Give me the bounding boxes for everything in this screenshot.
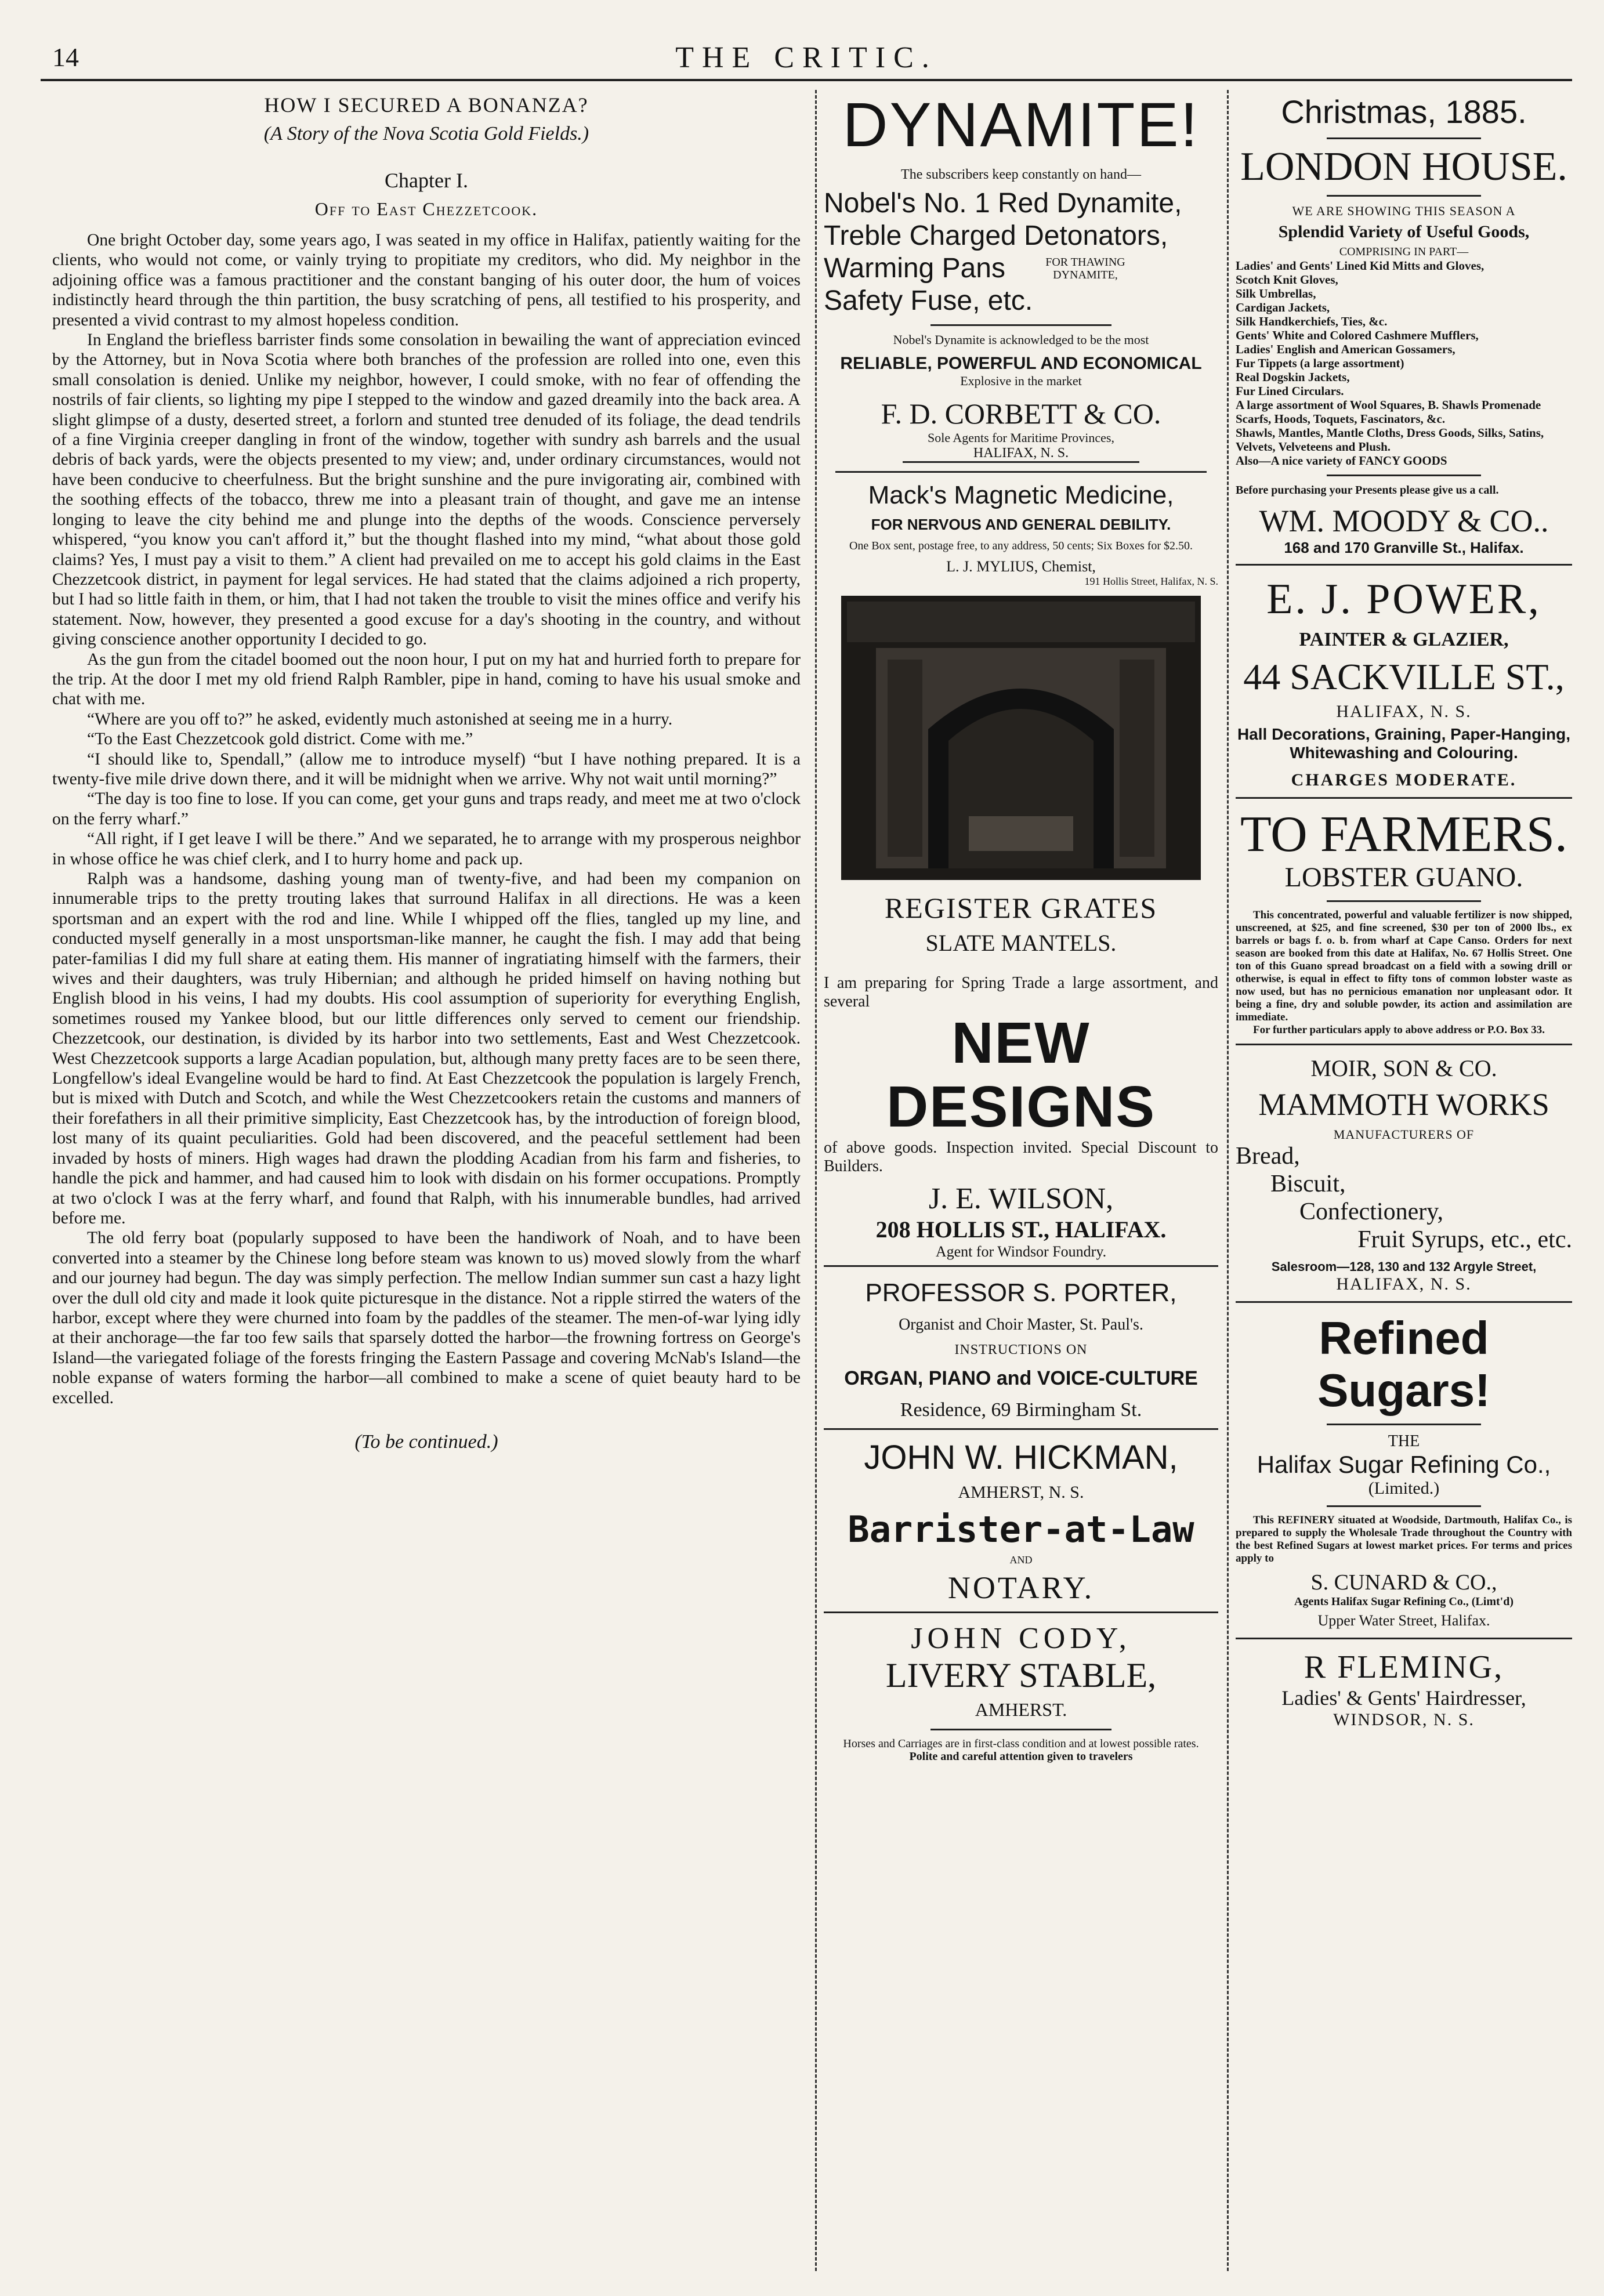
moir-firm: MOIR, SON & CO. — [1310, 1055, 1497, 1081]
moir-product: Confectionery, — [1299, 1198, 1444, 1225]
column-divider — [1227, 90, 1229, 2271]
wilson-text-2: of above goods. Inspection invited. Special Discount to Builders. — [824, 1139, 1218, 1175]
divider — [1327, 195, 1482, 197]
london-before: Before purchasing your Presents please give us a call. — [1236, 484, 1499, 497]
mack-sub: FOR NERVOUS AND GENERAL DEBILITY. — [871, 516, 1171, 533]
story-paragraph: “I should like to, Spendall,” (allow me to introduce myself) “but I have nothing prepared. It is a twenty-five mile drive down there, and it will be midnight when we arrive. Why not wait until morning?” — [52, 749, 801, 788]
cody-title: LIVERY STABLE, — [885, 1656, 1157, 1694]
list-item: Ladies' English and American Gossamers, — [1236, 342, 1455, 356]
farmers-headline: TO FARMERS. — [1240, 806, 1567, 863]
cody-name: JOHN CODY, — [911, 1622, 1131, 1655]
newspaper-page — [41, 35, 1572, 2274]
cody-place: AMHERST. — [975, 1699, 1067, 1720]
wilson-address: 208 HOLLIS ST., HALIFAX. — [875, 1216, 1167, 1243]
porter-ad — [824, 1279, 1218, 1430]
moir-works: MAMMOTH WORKS — [1258, 1087, 1549, 1122]
sugar-limited: (Limited.) — [1368, 1479, 1440, 1498]
story-column — [52, 93, 801, 1453]
page-number: 14 — [52, 42, 79, 72]
dynamite-intro: The subscribers keep constantly on hand— — [901, 167, 1141, 182]
london-name: LONDON HOUSE. — [1240, 144, 1567, 189]
column-divider — [815, 90, 817, 2271]
divider — [1327, 900, 1482, 902]
porter-subjects: ORGAN, PIANO and VOICE-CULTURE — [844, 1367, 1198, 1389]
sugar-the: THE — [1388, 1432, 1420, 1450]
moir-product: Fruit Syrups, etc., etc. — [1357, 1226, 1572, 1253]
sugar-text: This REFINERY situated at Woodside, Dartmouth, Halifax Co., is prepared to supply the Wholesale Trade throughout the Country with the best Refined Sugars at lowest market prices. For terms and prices apply to — [1236, 1514, 1572, 1565]
mack-address: 191 Hollis Street, Halifax, N. S. — [1084, 575, 1218, 587]
divider — [1327, 137, 1482, 139]
ad-divider — [835, 471, 1206, 473]
dynamite-slogan: RELIABLE, POWERFUL AND ECONOMICAL — [840, 354, 1202, 373]
story-subtitle: (A Story of the Nova Scotia Gold Fields.) — [263, 123, 589, 144]
chapter-title: Off to East Chezzetcook. — [314, 198, 538, 219]
list-item: Fur Lined Circulars. — [1236, 384, 1344, 398]
dynamite-product-note: FOR THAWING DYNAMITE, — [1045, 256, 1125, 281]
fleming-ad — [1236, 1649, 1572, 1730]
moir-product: Biscuit, — [1270, 1171, 1346, 1197]
story-paragraph: The old ferry boat (popularly supposed to have been the handiwork of Noah, and to have been converted into a steamer by the Chinese long before steam was known to us) moved slowly from the wharf and our journey had begun. The day was simply perfection. The mellow Indian summer sun cast a hazy light over the dull old city and made it look quite picturesque in the distance. Not a ripple stirred the waters of the harbor, except where they were churned into foam by the paddles of the steamer. The men-of-war lying idly at their anchorage—the far too few sails that sparsely dotted the harbor—the frowning fortress on George's Island—the variegated foliage of the forests fringing the Eastern Passage and covering McNab's Island—the noble expanse of waters forming the harbor—all combined to make a scene of quiet beauty hard to be excelled. — [52, 1229, 801, 1407]
cody-note-1: Horses and Carriages are in first-class condition and at lowest possible rates. — [843, 1737, 1199, 1750]
hickman-name: JOHN W. HICKMAN, — [864, 1439, 1178, 1476]
list-item: Cardigan Jackets, — [1236, 300, 1330, 314]
mack-headline: Mack's Magnetic Medicine, — [868, 481, 1174, 509]
dynamite-firm: F. D. CORBETT & CO. — [881, 397, 1161, 430]
mack-offer: One Box sent, postage free, to any address, 50 cents; Six Boxes for $2.50. — [849, 539, 1193, 552]
sugar-company: Halifax Sugar Refining Co., — [1257, 1451, 1551, 1478]
divider — [1327, 1505, 1482, 1507]
dynamite-product: Treble Charged Detonators, — [824, 220, 1168, 251]
porter-name: PROFESSOR S. PORTER, — [865, 1279, 1177, 1307]
story-paragraph: In England the briefless barrister finds some consolation in bewailing the want of appreciation evinced by the Attorney, but in Nova Scotia where both branches of the profession are rolled into one, even this small consolation is denied. Unlike my neighbor, however, I could smoke, with no fear of offending the nostrils of fair clients, so lighting my pipe I stepped to the window and gazed dreamily into the back area. A slight glimpse of a dusty, deserted street, a forlorn and stunted tree denuded of its foliage, the dead tendrils of a fine Virginia creeper dangling in front of the window, together with sundry ash barrels and the usual debris of back yards, were the objects presented to my view; and, under ordinary circumstances, would not have been conducive to cheerfulness. But the bright sunshine and the pure invigorating air, combined with the soothing effects of the tobacco, threw me into a pleasant train of thought, and gave me an intense longing to leave the city behind me and plunge into the depths of the woods. Conscience perversely whispered, “you know you can't afford it,” but the thought flashed into my mind, “what about those gold claims? Yes, I must pay a visit to them.” A client had prevailed on me to accept his gold claims in the East Chezzetcook district, in payment for legal services. He had stated that the claims adjoined a rich property, but I had so little faith in them, or him, that I had not taken the trouble to visit the mines office and verify his statement. Now, however, they presented a good excuse for a day's shooting in the country, and without giving conscience another opportunity I decided to go. — [52, 331, 801, 649]
mack-medicine-ad — [824, 481, 1218, 588]
farmers-text: This concentrated, powerful and valuable fertilizer is now shipped, unscreened, at $25, and fine screened, $30 per ton of 2000 lbs., ex barrels or bags f. o. b. from wharf at Cape Canso. Orders for next season are booked from this date at Halifax, No. 67 Hollis Street. One ton of this Guano spread broadcast on a field with a sowing drill or otherwise, is equal in effect to fifty tons of common lobster waste as now used, but has no pernicious emanation nor unpleasant odor. It being a fine, dry and soluble powder, its action and assimilation are immediate. — [1236, 909, 1572, 1023]
london-house-ad — [1236, 93, 1572, 566]
porter-title: Organist and Choir Master, St. Paul's. — [899, 1316, 1143, 1334]
list-item: Silk Umbrellas, — [1236, 287, 1316, 300]
story-paragraph: “To the East Chezzetcook gold district. Come with me.” — [87, 730, 473, 749]
chapter-heading: Chapter I. — [385, 169, 468, 192]
moir-city: HALIFAX, N. S. — [1236, 1274, 1572, 1303]
masthead-title: THE CRITIC. — [675, 41, 937, 74]
power-name: E. J. POWER, — [1266, 575, 1541, 623]
wilson-new-designs: NEW DESIGNS — [886, 1011, 1156, 1139]
story-paragraph: “All right, if I get leave I will be there.” And we separated, he to arrange with my prosperous neighbor in whose office he was chief clerk, and I to hurry home and pack up. — [52, 830, 801, 868]
farmers-sub: LOBSTER GUANO. — [1284, 862, 1523, 893]
hickman-ad — [824, 1438, 1218, 1613]
wilson-grates-ad — [824, 588, 1218, 1267]
list-item: Silk Handkerchiefs, Ties, &c. — [1236, 314, 1388, 328]
power-services: Hall Decorations, Graining, Paper-Hanging, Whitewashing and Colouring. — [1237, 725, 1571, 762]
dynamite-product: Warming Pans — [824, 253, 1005, 284]
header-rule — [41, 79, 1572, 81]
moody-firm: WM. MOODY & CO.. — [1259, 504, 1549, 538]
story-paragraph: “The day is too fine to lose. If you can come, get your guns and traps ready, and meet me at two o'clock on the ferry wharf.” — [52, 790, 801, 828]
sugar-ad — [1236, 1312, 1572, 1639]
power-ad — [1236, 575, 1572, 799]
list-item: Ladies' and Gents' Lined Kid Mitts and Gloves, — [1236, 259, 1484, 273]
wilson-mantels: SLATE MANTELS. — [925, 930, 1117, 956]
wilson-grates: REGISTER GRATES — [884, 892, 1158, 924]
list-item: Shawls, Mantles, Mantle Cloths, Dress Goods, Silks, Satins, Velvets, Velveteens and Plush. — [1236, 426, 1544, 454]
story-title: HOW I SECURED A BONANZA? — [264, 93, 589, 117]
dynamite-ad — [824, 89, 1218, 463]
london-date: Christmas, 1885. — [1281, 93, 1527, 130]
porter-residence: Residence, 69 Birmingham St. — [824, 1399, 1218, 1430]
london-splendid: Splendid Variety of Useful Goods, — [1278, 222, 1530, 241]
story-paragraph: Ralph was a handsome, dashing young man of twenty-five, and had been my companion on innumerable trips to the pretty trouting lakes that surround Halifax in all directions. He was a keen sportsman and an expert with the rod and line. While I whipped off the flies, tangled up my line, and conducted myself generally in a most unsportsman-like manner, he caught the fish. I may add that being pater-familias I did my full share at eating them. His manner of ingratiating himself with the farmers, their wives and their daughters, was truly Hibernian; and although he prided himself on having nothing but English blood in his veins, I had my doubts. His cool assumption of superiority for everything English, sometimes roused my Yankee blood, but our little differences only served to cement our friendship. Chezzetcook, our destination, is divided by its harbor into two settlements, East and West Chezzetcook. West Chezzetcook supports a large Acadian population, but, although many pretty faces are to be seen there, Longfellow's ideal Evangeline would be hard to find. At East Chezzetcook the population is largely French, but is mixed with Dutch and Scotch, and while the West Chezzetcookers retain the customs and manners of their forefathers in all their primitive simplicity, East Chezzetcook has, by the introduction of foreign blood, lost many of its quaint peculiarities. Gold had been discovered, and the peaceful settlement had been invaded by hosts of miners. High wages had drawn the plodding Acadian from his farm and fisheries, to handle the pick and hammer, and had caused him to look with disdain on his former occupations. Promptly at two o'clock I was at the ferry wharf, and found that Ralph, with his innumerable bundles, had arrived before me. — [52, 870, 801, 1227]
moir-mfr: MANUFACTURERS OF — [1333, 1127, 1475, 1142]
list-item: Scotch Knit Gloves, — [1236, 273, 1338, 287]
dynamite-note: Nobel's Dynamite is acknowledged to be the most — [893, 332, 1149, 347]
ads-column-middle — [824, 89, 1218, 1763]
sugar-street: Upper Water Street, Halifax. — [1236, 1612, 1572, 1639]
hickman-and: AND — [1009, 1554, 1033, 1566]
fleming-place: WINDSOR, N. S. — [1333, 1710, 1475, 1729]
cody-note-2: Polite and careful attention given to travelers — [909, 1750, 1133, 1763]
story-paragraph: One bright October day, some years ago, I was seated in my office in Halifax, patiently waiting for the clients, who would not come, or vainly trying to propitiate my creditors, who did. My neighbor in the adjoining office was a famous practitioner and the constant banging of his outer door, the hum of voices indistinctly heard through the thin partition, the busy scratching of pens, all testified to his prosperity, and presented a vivid contrast to my almost hopeless condition. — [52, 231, 801, 329]
hickman-place: AMHERST, N. S. — [958, 1483, 1084, 1502]
power-street: 44 SACKVILLE ST., — [1243, 656, 1565, 697]
power-city: HALIFAX, N. S. — [1336, 702, 1472, 721]
story-paragraph: “Where are you off to?” he asked, evidently much astonished at seeing me in a hurry. — [87, 709, 673, 729]
divider — [1327, 475, 1482, 476]
porter-instructions: INSTRUCTIONS ON — [954, 1342, 1088, 1357]
sugar-agent: S. CUNARD & CO., — [1310, 1570, 1497, 1595]
dynamite-headline: DYNAMITE! — [842, 89, 1200, 160]
moir-ad — [1236, 1055, 1572, 1303]
moir-sales: Salesroom—128, 130 and 132 Argyle Street, — [1271, 1259, 1537, 1274]
fleming-name: R FLEMING, — [1304, 1649, 1504, 1685]
mack-chemist: L. J. MYLIUS, Chemist, — [946, 558, 1096, 575]
moody-address: 168 and 170 Granville St., Halifax. — [1236, 539, 1572, 566]
power-charges: CHARGES MODERATE. — [1236, 770, 1572, 799]
dynamite-slogan-sub: Explosive in the market — [960, 374, 1082, 388]
cody-ad — [824, 1621, 1218, 1763]
sugar-headline: Refined Sugars! — [1317, 1312, 1490, 1416]
hickman-title: Barrister-at-Law — [848, 1508, 1194, 1551]
dynamite-agents: Sole Agents for Maritime Provinces, — [927, 430, 1114, 445]
wilson-agent: Agent for Windsor Foundry. — [824, 1243, 1218, 1267]
dynamite-product: Nobel's No. 1 Red Dynamite, — [824, 188, 1182, 219]
page-header — [41, 35, 1572, 75]
divider — [930, 1729, 1112, 1730]
farmers-ad — [1236, 808, 1572, 1045]
list-item: Gents' White and Colored Cashmere Mufflers, — [1236, 328, 1479, 342]
fireplace-grate-illustration — [841, 596, 1201, 880]
dynamite-city: HALIFAX, N. S. — [903, 446, 1139, 463]
to-be-continued: (To be continued.) — [354, 1431, 498, 1453]
list-item: A large assortment of Wool Squares, B. Shawls Promenade Scarfs, Hoods, Toquets, Fascinators, &c. — [1236, 398, 1541, 426]
dynamite-product: Safety Fuse, etc. — [824, 285, 1033, 316]
london-showing: WE ARE SHOWING THIS SEASON A — [1292, 204, 1516, 218]
fleming-trade: Ladies' & Gents' Hairdresser, — [1281, 1686, 1526, 1710]
story-paragraph: As the gun from the citadel boomed out the noon hour, I put on my hat and hurried forth to prepare for the trip. At the door I met my old friend Ralph Rambler, pipe in hand, coming to have his usual smoke and chat with me. — [52, 650, 801, 709]
divider — [1327, 1424, 1482, 1425]
sugar-agent-title: Agents Halifax Sugar Refining Co., (Limt'd) — [1294, 1595, 1514, 1608]
ads-column-right — [1236, 93, 1572, 1730]
moir-product: Bread, — [1236, 1143, 1300, 1169]
wilson-text: I am preparing for Spring Trade a large assortment, and several — [824, 974, 1218, 1011]
power-trade: PAINTER & GLAZIER, — [1299, 629, 1509, 650]
list-item: Fur Tippets (a large assortment) — [1236, 356, 1404, 370]
farmers-further: For further particulars apply to above address or P.O. Box 33. — [1236, 1024, 1572, 1045]
list-item: Real Dogskin Jackets, — [1236, 370, 1350, 384]
london-items-list — [1236, 259, 1572, 468]
list-item: Also—A nice variety of FANCY GOODS — [1236, 454, 1447, 468]
hickman-notary: NOTARY. — [824, 1570, 1218, 1613]
divider — [930, 324, 1112, 326]
wilson-name: J. E. WILSON, — [928, 1182, 1114, 1215]
london-comprising: COMPRISING IN PART— — [1339, 245, 1469, 258]
